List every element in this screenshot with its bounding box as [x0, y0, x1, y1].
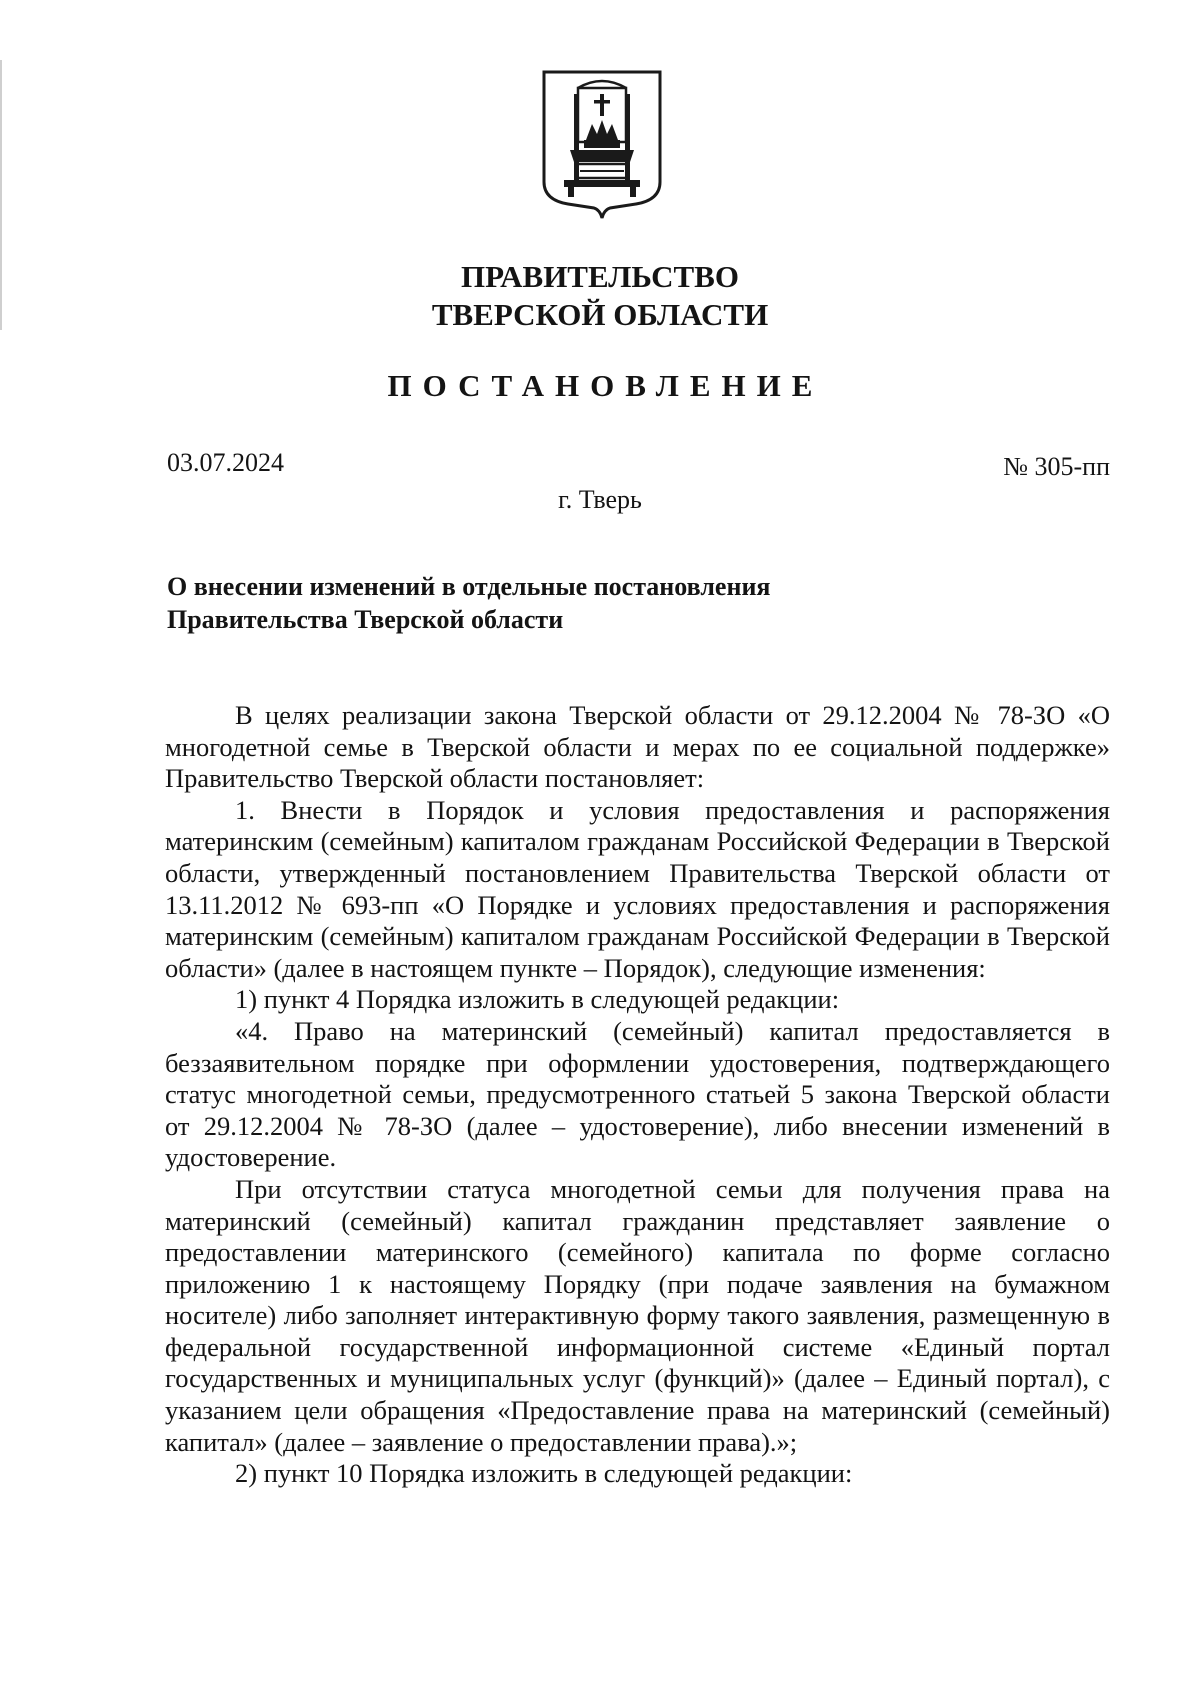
- body-paragraph: 2) пункт 10 Порядка изложить в следующей редакции:: [235, 1458, 853, 1489]
- subject-line2: Правительства Тверской области: [167, 605, 564, 634]
- document-body: [165, 700, 1110, 1490]
- body-paragraph: «4. Право на материнский (семейный) капитал предоставляется в беззаявительном порядке при оформлении удостоверения, подтверждающего статус многодетной семьи, предусмотренного статьей 5 закона Тверской области от 29.12.2004 № 78-ЗО (далее – удостоверение), либо внесении изменений в удостоверение.: [165, 1015, 1110, 1173]
- document-city: г. Тверь: [558, 485, 642, 514]
- subject-line1: О внесении изменений в отдельные постановления: [167, 572, 771, 601]
- organization-name-line1: ПРАВИТЕЛЬСТВО: [461, 259, 739, 294]
- tver-coat-of-arms-icon: [540, 70, 664, 220]
- body-paragraph: 1. Внести в Порядок и условия предоставления и распоряжения материнским (семейным) капиталом гражданам Российской Федерации в Тверской области, утвержденный постановлением Правительства Тверской области от 13.11.2012 № 693-пп «О Порядке и условиях предоставления и распоряжения материнским (семейным) капиталом гражданам Российской Федерации в Тверской области» (далее в настоящем пункте – Порядок), следующие изменения:: [165, 794, 1110, 983]
- body-paragraph: При отсутствии статуса многодетной семьи для получения права на материнский (семейный) капитал гражданин представляет заявление о предоставлении материнского (семейного) капитала по форме согласно приложению 1 к настоящему Порядку (при подаче заявления на бумажном носителе) либо заполняет интерактивную форму такого заявления, размещенную в федеральной государственной информационной системе «Единый портал государственных и муниципальных услуг (функций)» (далее – Единый портал), с указанием цели обращения «Предоставление права на материнский (семейный) капитал» (далее – заявление о предоставлении права).»;: [165, 1173, 1110, 1457]
- organization-name-line2: ТВЕРСКОЙ ОБЛАСТИ: [431, 297, 769, 332]
- body-paragraph: 1) пункт 4 Порядка изложить в следующей редакции:: [235, 984, 840, 1015]
- document-number: № 305-пп: [1003, 452, 1110, 481]
- body-paragraph: В целях реализации закона Тверской области от 29.12.2004 № 78-ЗО «О многодетной семье в Тверской области и мерах по ее социальной поддержке» Правительство Тверской области постановляет:: [165, 700, 1110, 794]
- document-subject: [167, 570, 770, 636]
- document-type: ПОСТАНОВЛЕНИЕ: [387, 368, 824, 403]
- document-date: 03.07.2024: [167, 448, 284, 477]
